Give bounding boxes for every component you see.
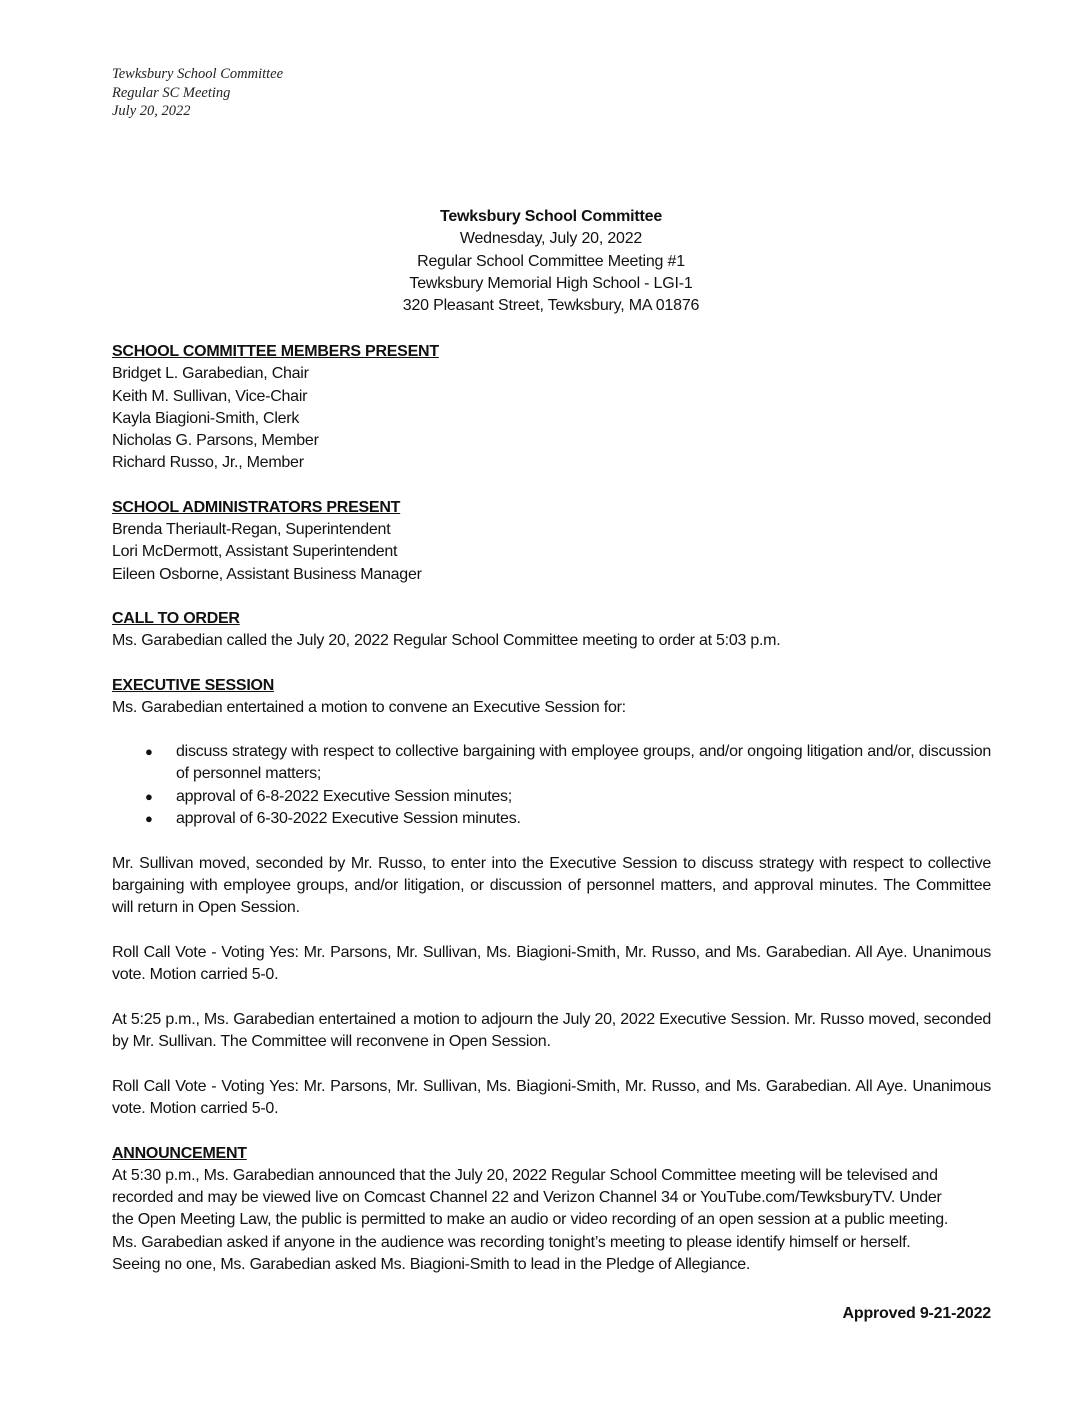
member-name: Bridget L. Garabedian, Chair bbox=[112, 365, 309, 383]
adjourn-paragraph: At 5:25 p.m., Ms. Garabedian entertained a motion to adjourn the July 20, 2022 Executive Session. Mr. Russo moved, seconded by Mr. Sullivan. The Committee will reconvene in Open Session. bbox=[112, 1010, 991, 1051]
running-header-committee: Tewksbury School Committee bbox=[112, 66, 284, 82]
meeting-name: Regular School Committee Meeting #1 bbox=[417, 252, 685, 270]
administrator-name: Lori McDermott, Assistant Superintendent bbox=[112, 543, 398, 561]
minutes-body bbox=[112, 341, 991, 1276]
roll-call-paragraph: Roll Call Vote - Voting Yes: Mr. Parsons, Mr. Sullivan, Ms. Biagioni-Smith, Mr. Russo, and Ms. Garabedian. All Aye. Unanimous vote. Motion carried 5-0. bbox=[112, 943, 991, 984]
members-present-heading: SCHOOL COMMITTEE MEMBERS PRESENT bbox=[112, 343, 439, 360]
administrators-present-heading: SCHOOL ADMINISTRATORS PRESENT bbox=[112, 498, 401, 516]
announcement-line: Ms. Garabedian asked if anyone in the audience was recording tonight’s meeting to please identify himself or herself. bbox=[112, 1233, 911, 1251]
executive-session-heading: EXECUTIVE SESSION bbox=[112, 676, 275, 694]
members-present-section bbox=[112, 341, 991, 475]
announcement-line: recorded and may be viewed live on Comcast Channel 22 and Verizon Channel 34 or YouTube.com/TewksburyTV. Under bbox=[112, 1189, 942, 1207]
announcement-section bbox=[112, 1143, 991, 1277]
meeting-date: Wednesday, July 20, 2022 bbox=[459, 230, 643, 248]
member-name: Nicholas G. Parsons, Member bbox=[112, 432, 319, 450]
roll-call-paragraph: Roll Call Vote - Voting Yes: Mr. Parsons, Mr. Sullivan, Ms. Biagioni-Smith, Mr. Russo, and Ms. Garabedian. All Aye. Unanimous vote. Motion carried 5-0. bbox=[112, 1077, 991, 1117]
administrators-present-section bbox=[112, 497, 991, 586]
bullet-icon: ● bbox=[145, 788, 153, 804]
administrator-name: Eileen Osborne, Assistant Business Manager bbox=[112, 565, 422, 583]
executive-session-agenda-list bbox=[112, 741, 991, 830]
list-item bbox=[112, 741, 991, 786]
administrator-name: Brenda Theriault-Regan, Superintendent bbox=[112, 521, 391, 539]
list-item-text: approval of 6-8-2022 Executive Session minutes; bbox=[176, 787, 512, 805]
call-to-order-section bbox=[112, 608, 991, 653]
announcement-line: the Open Meeting Law, the public is permitted to make an audio or video recording of an open session at a public meeting. bbox=[112, 1211, 949, 1229]
call-to-order-heading: CALL TO ORDER bbox=[112, 609, 240, 627]
announcement-line: Seeing no one, Ms. Garabedian asked Ms. Biagioni-Smith to lead in the Pledge of Allegiance. bbox=[112, 1255, 751, 1273]
motion-paragraph: Mr. Sullivan moved, seconded by Mr. Russo, to enter into the Executive Session to discuss strategy with respect to collective bargaining with employee groups, and/or litigation, or discussion of personnel matters, and approval minutes. The Committee will return in Open Session. bbox=[112, 854, 991, 917]
member-name: Richard Russo, Jr., Member bbox=[112, 454, 304, 472]
member-name: Keith M. Sullivan, Vice-Chair bbox=[112, 387, 308, 405]
list-item bbox=[112, 808, 991, 830]
running-header-date: July 20, 2022 bbox=[112, 103, 191, 119]
executive-session-section bbox=[112, 675, 991, 1121]
announcement-text bbox=[112, 1165, 991, 1276]
announcement-heading: ANNOUNCEMENT bbox=[112, 1144, 247, 1162]
list-item-text: discuss strategy with respect to collective bargaining with employee groups, and/or ongoing litigation and/or, discussion of personnel matters; bbox=[176, 743, 991, 783]
running-header bbox=[112, 65, 283, 121]
title-block bbox=[300, 206, 802, 317]
meeting-location: Tewksbury Memorial High School - LGI-1 bbox=[409, 274, 693, 292]
call-to-order-text: Ms. Garabedian called the July 20, 2022 Regular School Committee meeting to order at 5:03 p.m. bbox=[112, 632, 781, 650]
list-item-text: approval of 6-30-2022 Executive Session minutes. bbox=[176, 810, 521, 828]
document-title: Tewksbury School Committee bbox=[439, 208, 663, 225]
list-item bbox=[112, 786, 991, 808]
meeting-address: 320 Pleasant Street, Tewksbury, MA 01876 bbox=[402, 297, 700, 315]
member-name: Kayla Biagioni-Smith, Clerk bbox=[112, 409, 300, 427]
bullet-icon: ● bbox=[145, 744, 153, 760]
running-header-meeting-type: Regular SC Meeting bbox=[112, 84, 231, 101]
approval-stamp: Approved 9-21-2022 bbox=[842, 1305, 991, 1322]
bullet-icon: ● bbox=[145, 811, 153, 827]
executive-session-intro: Ms. Garabedian entertained a motion to convene an Executive Session for: bbox=[112, 698, 626, 716]
announcement-line: At 5:30 p.m., Ms. Garabedian announced that the July 20, 2022 Regular School Committee meeting will be televised and bbox=[112, 1166, 938, 1184]
